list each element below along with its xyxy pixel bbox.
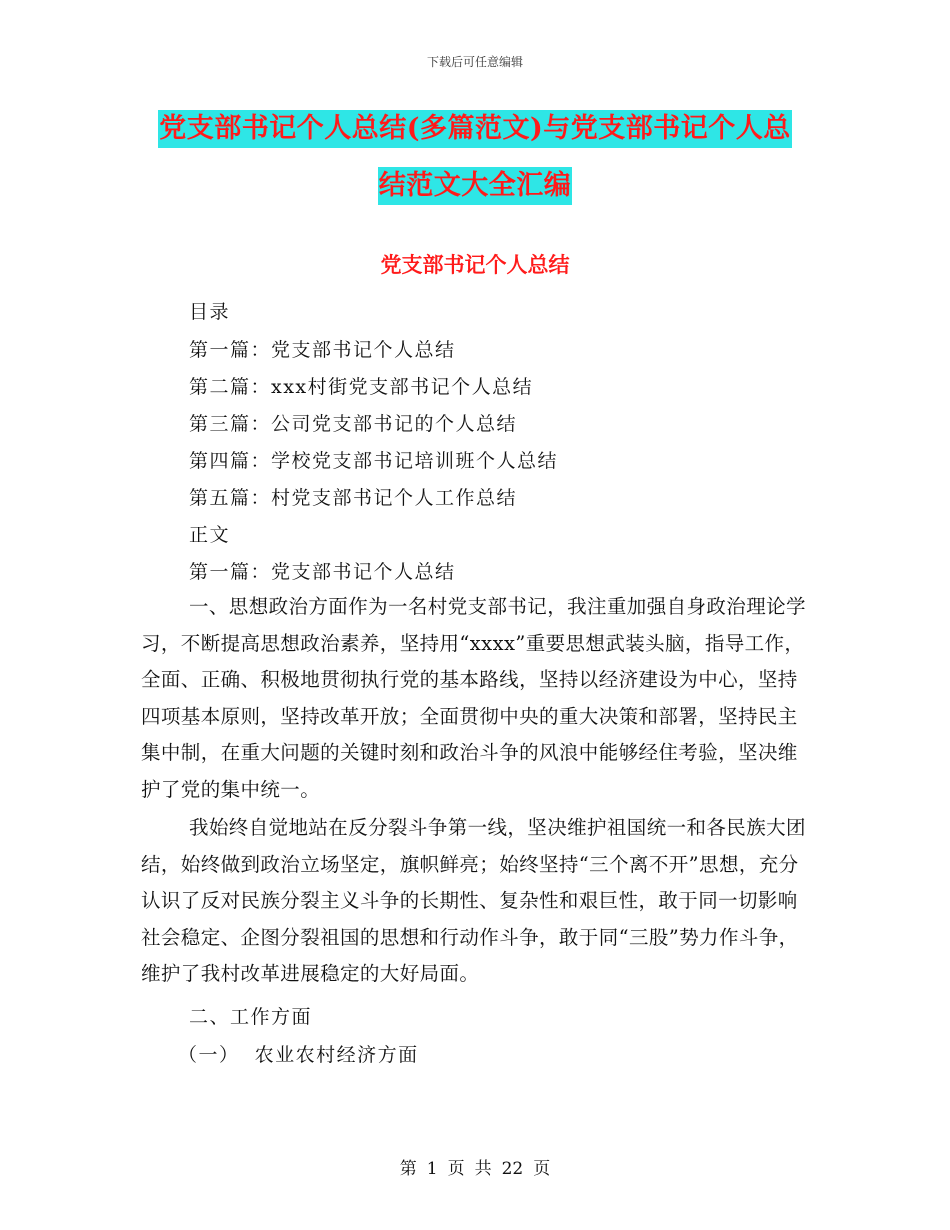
title-line-1: 党支部书记个人总结(多篇范文)与党支部书记个人总 bbox=[158, 110, 792, 148]
toc-item-5: 第五篇：村党支部书记个人工作总结 bbox=[189, 487, 518, 509]
section-two-heading: 二、工作方面 bbox=[189, 1006, 313, 1028]
page-footer bbox=[0, 1154, 950, 1179]
section-subtitle: 党支部书记个人总结 bbox=[380, 252, 570, 277]
footer-suffix: 页 bbox=[533, 1159, 551, 1179]
paragraph-2-text: 我始终自觉地站在反分裂斗争第一线，坚决维护祖国统一和各民族大团结，始终做到政治立场坚定，旗帜鲜亮；始终坚持“三个离不开”思想，充分认识了反对民族分裂主义斗争的长期性、复杂性和艰巨性，敢于同一切影响社会稳定、企图分裂祖国的思想和行动作斗争，敢于同“三股”势力作斗争，维护了我村改革进展稳定的大好局面。 bbox=[141, 816, 806, 986]
title-line-2: 结范文大全汇编 bbox=[378, 167, 573, 205]
toc-item-1: 第一篇：党支部书记个人总结 bbox=[189, 339, 456, 361]
toc-item-3: 第三篇：公司党支部书记的个人总结 bbox=[189, 413, 518, 435]
section-two-sub-heading: （一） 农业农村经济方面 bbox=[178, 1044, 419, 1066]
header-note: 下载后可任意编辑 bbox=[426, 55, 523, 69]
paragraph-1 bbox=[141, 589, 811, 809]
footer-prefix: 第 bbox=[399, 1159, 417, 1179]
paragraph-1-text: 一、思想政治方面作为一名村党支部书记，我注重加强自身政治理论学习，不断提高思想政治素养，坚持用“xxxx”重要思想武装头脑，指导工作，全面、正确、积极地贯彻执行党的基本路线，坚持以经济建设为中心，坚持四项基本原则，坚持改革开放；全面贯彻中央的重大决策和部署，坚持民主集中制，在重大问题的关键时刻和政治斗争的风浪中能够经住考验，坚决维护了党的集中统一。 bbox=[141, 595, 806, 801]
toc-item-2: 第二篇：xxx村街党支部书记个人总结 bbox=[189, 376, 534, 398]
toc-item-4: 第四篇：学校党支部书记培训班个人总结 bbox=[189, 450, 559, 472]
footer-total-pages: 22 bbox=[501, 1159, 524, 1179]
body-heading: 正文 bbox=[189, 524, 231, 546]
footer-mid: 页 bbox=[447, 1159, 465, 1179]
document-title bbox=[0, 110, 950, 205]
toc-heading: 目录 bbox=[189, 301, 231, 323]
first-article-heading: 第一篇：党支部书记个人总结 bbox=[189, 561, 456, 583]
footer-page-number: 1 bbox=[426, 1159, 438, 1179]
footer-total-label: 共 bbox=[474, 1159, 492, 1179]
paragraph-2 bbox=[141, 810, 811, 993]
